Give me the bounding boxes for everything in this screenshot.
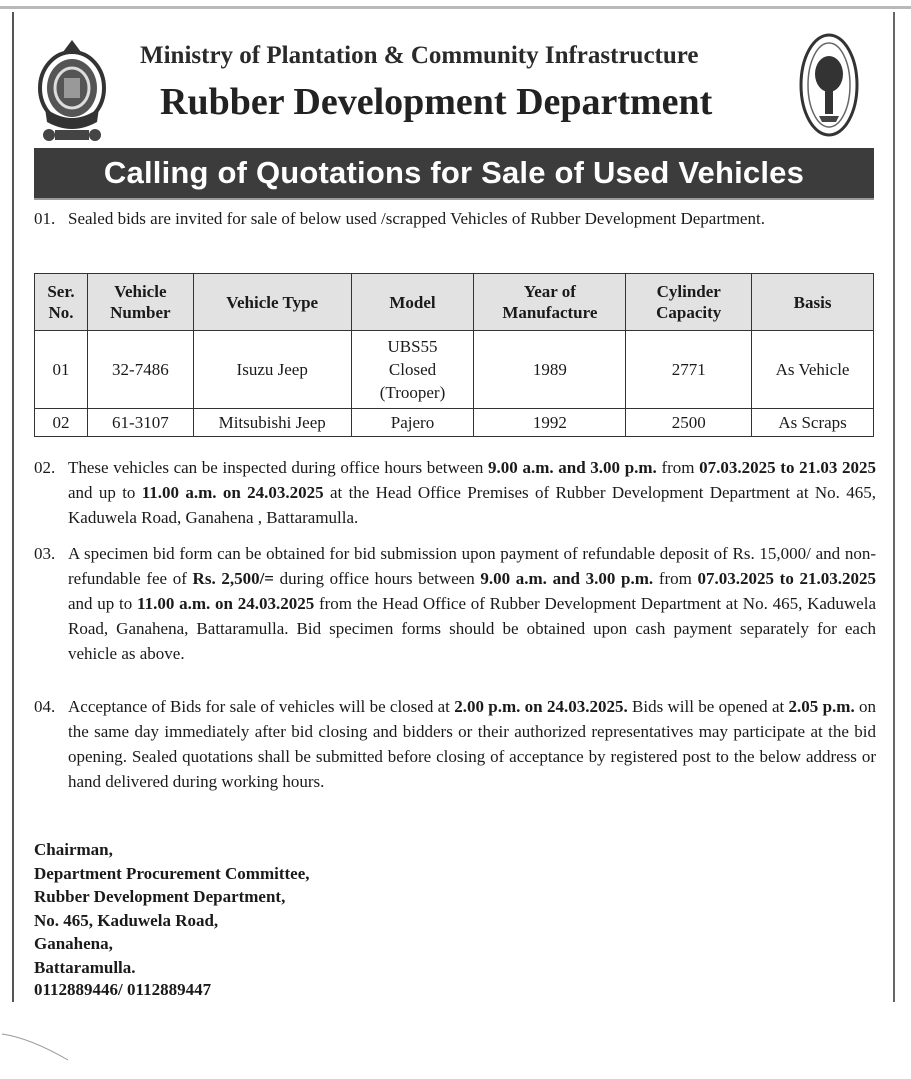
section-03 [34, 541, 876, 666]
text-run: Bids will be opened at [627, 697, 789, 716]
address-block [34, 838, 310, 979]
header-year: Year of Manufacture [474, 274, 626, 331]
cell-year: 1992 [474, 409, 626, 437]
section-text [68, 455, 876, 530]
text-run: from the Head Office of Rubber Development Department at No. 465, Kaduwela Road, Ganahena, Battaramulla. Bid specimen forms should be obtained upon cash payment separately for each vehicle as above. [68, 594, 876, 663]
bold-run: 11.00 a.m. on 24.03.2025 [141, 483, 324, 502]
cell-basis: As Scraps [752, 409, 874, 437]
text-run: from [653, 569, 698, 588]
bold-run: Rs. 2,500/= [192, 569, 274, 588]
bold-run: 9.00 a.m. and 3.00 p.m. [480, 569, 654, 588]
bold-run: 2.05 p.m. [788, 697, 855, 716]
section-text: Sealed bids are invited for sale of below used /scrapped Vehicles of Rubber Development Department. [68, 209, 765, 228]
cell-capacity: 2500 [626, 409, 752, 437]
cell-number: 61-3107 [87, 409, 193, 437]
rubber-development-logo-icon [798, 30, 860, 140]
department-title: Rubber Development Department [160, 81, 713, 123]
header-basis: Basis [752, 274, 874, 331]
vehicles-table [34, 273, 874, 437]
text-run: from [656, 458, 700, 477]
header-model: Model [351, 274, 474, 331]
address-line: No. 465, Kaduwela Road, [34, 910, 219, 930]
left-border [12, 12, 14, 1002]
text-run: and up to [68, 594, 138, 613]
bold-run: 07.03.2025 to 21.03 2025 [699, 458, 876, 477]
address-line: Chairman, [34, 840, 113, 859]
text-run: on the same day immediately after bid closing and bidders or their authorized representatives may participate at the bid opening. Sealed quotations shall be submitted before closing of acceptance by registered post to the below address or hand delivered during working hours. [68, 697, 877, 791]
table-header-row [35, 274, 874, 331]
section-04 [34, 694, 876, 794]
banner-title: Calling of Quotations for Sale of Used Vehicles [103, 155, 805, 190]
table-row [35, 409, 874, 437]
table-row [35, 331, 874, 409]
cell-capacity: 2771 [626, 331, 752, 409]
section-number: 02. [34, 458, 56, 477]
address-line: Department Procurement Committee, [34, 863, 310, 883]
section-text [68, 541, 876, 666]
bold-run: 11.00 a.m. on 24.03.2025 [137, 594, 315, 613]
bold-run: 2.00 p.m. on 24.03.2025. [454, 697, 628, 716]
cell-basis: As Vehicle [752, 331, 874, 409]
text-run: during office hours between [274, 569, 481, 588]
section-number: 03. [34, 544, 56, 563]
header-ser-no: Ser. No. [35, 274, 88, 331]
header-capacity: Cylinder Capacity [626, 274, 752, 331]
cell-year: 1989 [474, 331, 626, 409]
cell-number: 32-7486 [87, 331, 193, 409]
cell-model: Pajero [351, 409, 474, 437]
ministry-title: Ministry of Plantation & Community Infrastructure [140, 42, 699, 69]
phone-numbers: 0112889446/ 0112889447 [34, 980, 212, 999]
section-number: 01. [34, 209, 56, 228]
top-border [0, 6, 911, 9]
text-run: and up to [68, 483, 142, 502]
text-run: Acceptance of Bids for sale of vehicles will be closed at [68, 697, 455, 716]
scan-artifact [0, 1030, 80, 1070]
section-01 [34, 206, 876, 231]
address-line: Battaramulla. [34, 957, 136, 977]
cell-type: Isuzu Jeep [193, 331, 351, 409]
cell-model: UBS55 Closed (Trooper) [351, 331, 474, 409]
header-vehicle-type: Vehicle Type [193, 274, 351, 331]
right-border [893, 12, 895, 1002]
text-run: A specimen bid form can be obtained for bid submission upon payment of refundable deposit of Rs. 15,000/ and non-refundable fee of [68, 544, 876, 588]
cell-ser: 02 [35, 409, 88, 437]
notice-banner [34, 148, 874, 200]
header-vehicle-number: Vehicle Number [87, 274, 193, 331]
cell-ser: 01 [35, 331, 88, 409]
address-line: Ganahena, [34, 934, 113, 953]
address-line: Rubber Development Department, [34, 887, 286, 906]
section-number: 04. [34, 697, 56, 716]
section-text [68, 694, 876, 794]
bold-run: 9.00 a.m. and 3.00 p.m. [488, 458, 657, 477]
bold-run: 07.03.2025 to 21.03.2025 [697, 569, 876, 588]
section-02 [34, 455, 876, 530]
cell-type: Mitsubishi Jeep [193, 409, 351, 437]
sri-lanka-emblem-icon [37, 38, 107, 144]
text-run: at the Head Office Premises of Rubber Development Department at No. 465, Kaduwela Road, Ganahena , Battaramulla. [68, 483, 876, 527]
text-run: These vehicles can be inspected during office hours between [68, 458, 489, 477]
